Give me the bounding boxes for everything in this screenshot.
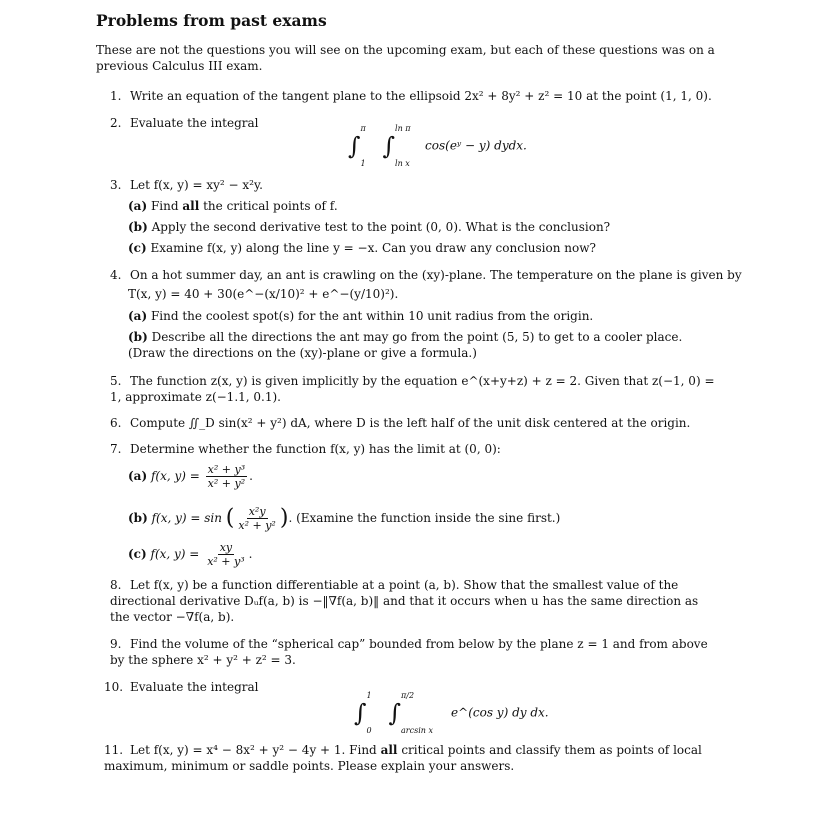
part-text: Find — [150, 199, 179, 213]
problem-text: On a hot summer day, an ant is crawling on the (xy)-plane. The temperature on the plane is given by — [130, 268, 742, 282]
problem-4a — [128, 308, 593, 324]
problem-number: 7. — [110, 442, 122, 456]
function-lhs: f(x, y) = — [150, 469, 200, 483]
part-label: (b) — [128, 220, 148, 234]
part-label: (a) — [128, 199, 148, 213]
problem-4 — [110, 267, 742, 283]
outer-lower-limit: 0 — [366, 726, 372, 735]
fraction — [205, 541, 246, 568]
integral-sign: ∫ — [388, 699, 402, 727]
integrand: cos(eʸ − y) dydx. — [425, 138, 527, 153]
part-label: (a) — [128, 309, 148, 323]
problem-text: Evaluate the integral — [130, 116, 259, 130]
problem-3b — [128, 219, 610, 235]
problem-number: 6. — [110, 416, 122, 430]
problem-number: 10. — [104, 680, 124, 694]
problem-text: Determine whether the function f(x, y) has the limit at (0, 0): — [130, 442, 501, 456]
integral-sign: ∫ — [354, 699, 367, 727]
problem-number: 9. — [110, 637, 122, 651]
page-title: Problems from past exams — [96, 11, 327, 30]
part-label: (c) — [128, 547, 147, 561]
function-lhs: f(x, y) = — [150, 547, 200, 561]
problem-text: The function z(x, y) is given implicitly by the equation e^(x+y+z) + z = 2. Given that z(−1, 0) = 1, approximate z(−1.1, 0.1). — [110, 374, 715, 404]
outer-upper-limit: π — [360, 124, 366, 133]
part-text: Examine f(x, y) along the line y = −x. Can you draw any conclusion now? — [150, 241, 596, 255]
integral-display — [348, 124, 527, 168]
problem-1 — [110, 88, 720, 104]
part-label: (b) — [128, 511, 148, 525]
part-text: Find the coolest spot(s) for the ant within 10 unit radius from the origin. — [150, 309, 594, 323]
emphasis: all — [182, 199, 200, 213]
numerator: x²y — [248, 505, 266, 518]
problem-text: Let f(x, y) be a function differentiable at a point (a, b). Show that the smallest value of the directional derivative Dᵤf(a, b) is −‖∇f(a, b)‖ and that it occurs when u has the same direction as the vector −∇f(a, b). — [110, 578, 699, 624]
integrand: e^(cos y) dy dx. — [451, 705, 549, 720]
problem-number: 4. — [110, 268, 122, 282]
part-text-rest: the critical points of f. — [203, 199, 338, 213]
problem-text: Evaluate the integral — [130, 680, 259, 694]
problem-text: Let f(x, y) = x⁴ − 8x² + y² − 4y + 1. Find — [130, 743, 377, 757]
part-label: (c) — [128, 241, 147, 255]
problem-text: Write an equation of the tangent plane to the ellipsoid 2x² + 8y² + z² = 10 at the point (1, 1, 0). — [130, 89, 712, 103]
inner-upper-limit: π/2 — [401, 691, 415, 700]
inner-lower-limit: ln x — [395, 159, 410, 168]
integral-sign: ∫ — [382, 132, 396, 160]
outer-upper-limit: 1 — [366, 691, 372, 700]
problem-number: 2. — [110, 116, 122, 130]
denominator: x² + y² — [238, 519, 276, 532]
problem-number: 8. — [110, 578, 122, 592]
problem-7c — [128, 541, 252, 568]
temperature-formula: T(x, y) = 40 + 30(e^−(x/10)² + e^−(y/10)²). — [128, 287, 399, 301]
part-end: . — [249, 469, 253, 483]
integral-display — [354, 691, 549, 735]
part-end: . (Examine the function inside the sine first.) — [288, 511, 561, 525]
problem-9 — [110, 636, 720, 668]
problem-text: Let f(x, y) = xy² − x²y. — [130, 178, 263, 192]
emphasis: all — [380, 743, 398, 757]
outer-lower-limit: 1 — [360, 159, 366, 168]
problem-number: 1. — [110, 89, 122, 103]
problem-7 — [110, 441, 720, 457]
denominator: x² + y² — [207, 477, 246, 490]
problem-7b — [128, 505, 560, 532]
denominator: x² + y³ — [207, 555, 245, 568]
problem-number: 5. — [110, 374, 122, 388]
numerator: xy — [219, 541, 233, 554]
fraction — [206, 463, 247, 490]
left-paren: ( — [225, 505, 235, 531]
problem-11 — [104, 742, 720, 774]
fraction — [236, 505, 277, 532]
right-paren: ) — [279, 505, 289, 531]
part-text: Apply the second derivative test to the point (0, 0). What is the conclusion? — [151, 220, 611, 234]
part-label: (a) — [128, 469, 148, 483]
numerator: x² + y³ — [207, 463, 246, 476]
problem-5 — [110, 373, 720, 405]
problem-number: 3. — [110, 178, 122, 192]
part-text: Describe all the directions the ant may go from the point (5, 5) to get to a cooler place. (Draw the directions on the (xy)-plane or give a formula.) — [128, 330, 683, 360]
intro-paragraph: These are not the questions you will see on the upcoming exam, but each of these questions was on a previous Calculus III exam. — [96, 43, 715, 73]
part-end: . — [248, 547, 253, 561]
problem-7a — [128, 463, 253, 490]
problem-number: 11. — [104, 743, 124, 757]
problem-3a — [128, 198, 338, 214]
inner-lower-limit: arcsin x — [401, 726, 433, 735]
problem-3 — [110, 177, 720, 193]
integral-sign: ∫ — [348, 132, 361, 160]
problem-text: Find the volume of the “spherical cap” bounded from below by the plane z = 1 and from above by the sphere x² + y² + z² = 3. — [110, 637, 708, 667]
problem-text: Compute ∬_D sin(x² + y²) dA, where D is the left half of the unit disk centered at the origin. — [130, 416, 691, 430]
part-label: (b) — [128, 330, 148, 344]
problem-text-rest: critical points and classify them as points of local maximum, minimum or saddle points. Please explain your answers. — [104, 743, 702, 773]
problem-2 — [110, 115, 720, 131]
problem-3c — [128, 240, 596, 256]
problem-6 — [110, 415, 720, 431]
function-lhs: f(x, y) = sin — [151, 511, 222, 525]
inner-upper-limit: ln π — [395, 124, 411, 133]
problem-8 — [110, 577, 720, 625]
problem-4b — [128, 329, 723, 361]
